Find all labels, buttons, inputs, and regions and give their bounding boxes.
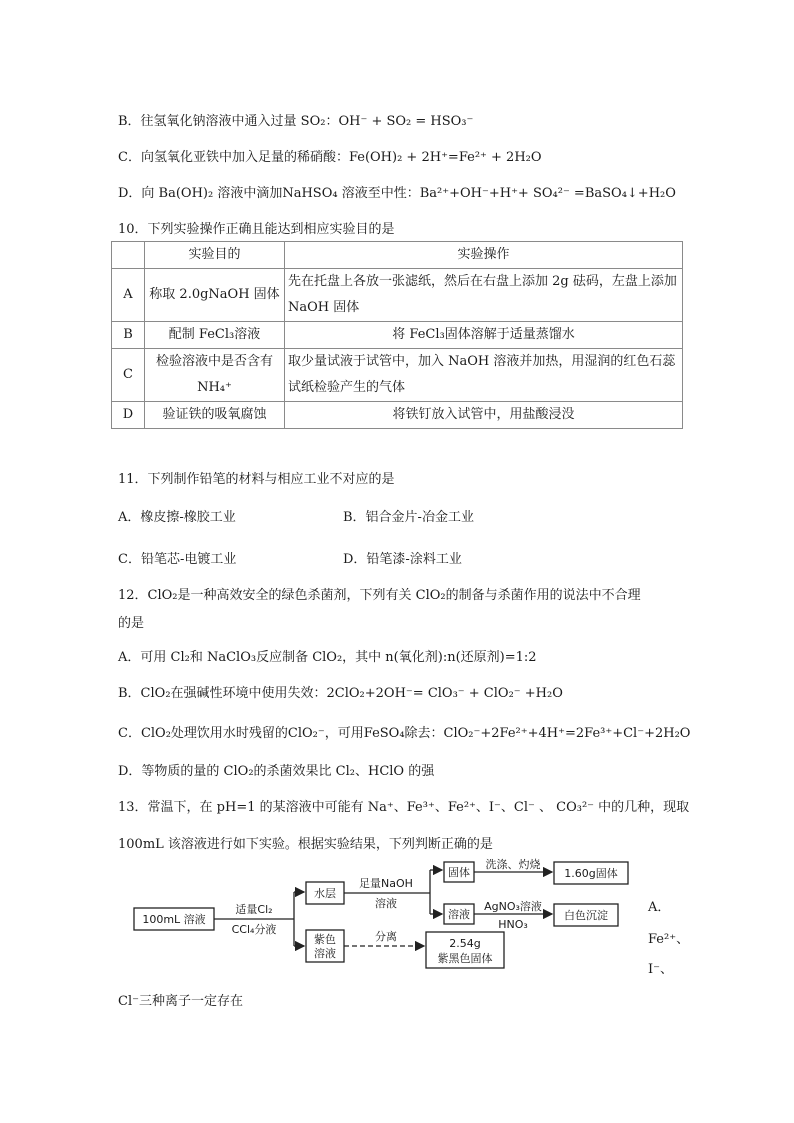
start-label: 100mL 溶液 bbox=[142, 913, 206, 926]
table-row bbox=[112, 269, 683, 322]
row-label: C bbox=[112, 349, 145, 402]
q12-option-a: A．可用 Cl₂和 NaClO₃反应制备 ClO₂，其中 n(氧化剂):n(还原剂)=1:2 bbox=[118, 650, 537, 665]
q12-option-d: D．等物质的量的 ClO₂的杀菌效果比 Cl₂、HClO 的强 bbox=[118, 764, 435, 779]
mass2-label: 2.54g bbox=[449, 937, 481, 950]
row-operation: 将铁钉放入试管中，用盐酸浸没 bbox=[285, 402, 683, 429]
q9-option-c: C．向氢氧化亚铁中加入足量的稀硝酸：Fe(OH)₂ + 2H⁺=Fe²⁺ + 2H₂O bbox=[118, 150, 542, 165]
q13-option-a-cont: Cl⁻三种离子一定存在 bbox=[118, 994, 243, 1009]
row-operation: 取少量试液于试管中，加入 NaOH 溶液并加热，用湿润的红色石蕊试纸检验产生的气体 bbox=[285, 349, 683, 402]
purple-label-2: 溶液 bbox=[314, 947, 336, 960]
table-header bbox=[112, 242, 145, 269]
reagent-ccl4-label: CCl₄分液 bbox=[231, 923, 277, 936]
q13-stem: 13．常温下，在 pH=1 的某溶液中可能有 Na⁺、Fe³⁺、Fe²⁺、I⁻、Cl⁻ 、 CO₃²⁻ 中的几种，现取 bbox=[118, 800, 690, 815]
q12-option-c: C．ClO₂处理饮用水时残留的ClO₂⁻，可用FeSO₄除去：ClO₂⁻+2Fe²⁺+4H⁺=2Fe³⁺+Cl⁻+2H₂O bbox=[118, 726, 691, 741]
row-label: B bbox=[112, 322, 145, 349]
q9-option-b: B．往氢氧化钠溶液中通入过量 SO₂：OH⁻ + SO₂ = HSO₃⁻ bbox=[118, 114, 474, 129]
purple-black-solid-label: 紫黑色固体 bbox=[437, 952, 493, 965]
solid-mass-label: 1.60g固体 bbox=[564, 867, 618, 880]
experiment-flow-diagram bbox=[118, 856, 638, 976]
separate-label: 分离 bbox=[375, 930, 397, 943]
water-layer-label: 水层 bbox=[314, 887, 336, 900]
q12-stem: 12．ClO₂是一种高效安全的绿色杀菌剂，下列有关 ClO₂的制备与杀菌作用的说法中不合理 bbox=[118, 588, 641, 603]
q9-option-d: D．向 Ba(OH)₂ 溶液中滴加NaHSO₄ 溶液至中性：Ba²⁺+OH⁻+H⁺+ SO₄²⁻ =BaSO₄↓+H₂O bbox=[118, 186, 676, 201]
row-label: D bbox=[112, 402, 145, 429]
solution-label: 溶液 bbox=[448, 908, 470, 921]
row-purpose: 检验溶液中是否含有NH₄⁺ bbox=[145, 349, 285, 402]
agno3-label: AgNO₃溶液 bbox=[484, 900, 542, 913]
table-row bbox=[112, 349, 683, 402]
solid-label: 固体 bbox=[448, 866, 470, 879]
table-header: 实验操作 bbox=[285, 242, 683, 269]
row-purpose: 配制 FeCl₃溶液 bbox=[145, 322, 285, 349]
purple-label-1: 紫色 bbox=[314, 933, 336, 946]
wash-burn-label: 洗涤、灼烧 bbox=[485, 858, 541, 871]
q11-option-b: B．铝合金片-冶金工业 bbox=[343, 510, 474, 525]
row-purpose: 称取 2.0gNaOH 固体 bbox=[145, 269, 285, 322]
q13-option-a-fe: Fe²⁺、 bbox=[648, 932, 690, 947]
q13-option-a-label: A． bbox=[648, 900, 671, 915]
q11-option-d: D．铅笔漆-涂料工业 bbox=[343, 552, 462, 567]
row-operation: 先在托盘上各放一张滤纸，然后在右盘上添加 2g 砝码，左盘上添加NaOH 固体 bbox=[285, 269, 683, 322]
q12-option-b: B．ClO₂在强碱性环境中使用失效：2ClO₂+2OH⁻= ClO₃⁻ + ClO₂⁻ +H₂O bbox=[118, 686, 563, 701]
table-row bbox=[112, 322, 683, 349]
row-operation: 将 FeCl₃固体溶解于适量蒸馏水 bbox=[285, 322, 683, 349]
q13-stem-cont: 100mL 该溶液进行如下实验。根据实验结果，下列判断正确的是 bbox=[118, 837, 493, 852]
q11-option-c: C．铅笔芯-电镀工业 bbox=[118, 552, 237, 567]
row-purpose: 验证铁的吸氧腐蚀 bbox=[145, 402, 285, 429]
table-header: 实验目的 bbox=[145, 242, 285, 269]
q11-stem: 11．下列制作铅笔的材料与相应工业不对应的是 bbox=[118, 472, 395, 487]
experiment-table bbox=[111, 241, 683, 429]
hno3-label: HNO₃ bbox=[498, 918, 528, 931]
q10-stem: 10．下列实验操作正确且能达到相应实验目的是 bbox=[118, 222, 395, 237]
naoh-solution-label: 溶液 bbox=[375, 897, 397, 910]
q11-option-a: A．橡皮擦-橡胶工业 bbox=[118, 510, 236, 525]
row-label: A bbox=[112, 269, 145, 322]
q12-stem-cont: 的是 bbox=[118, 616, 145, 631]
table-header-row bbox=[112, 242, 683, 269]
q13-option-a-i: I⁻、 bbox=[648, 962, 673, 977]
white-precipitate-label: 白色沉淀 bbox=[564, 909, 608, 922]
table-row bbox=[112, 402, 683, 429]
naoh-label: 足量NaOH bbox=[359, 877, 413, 890]
reagent-cl2-label: 适量Cl₂ bbox=[235, 903, 273, 916]
